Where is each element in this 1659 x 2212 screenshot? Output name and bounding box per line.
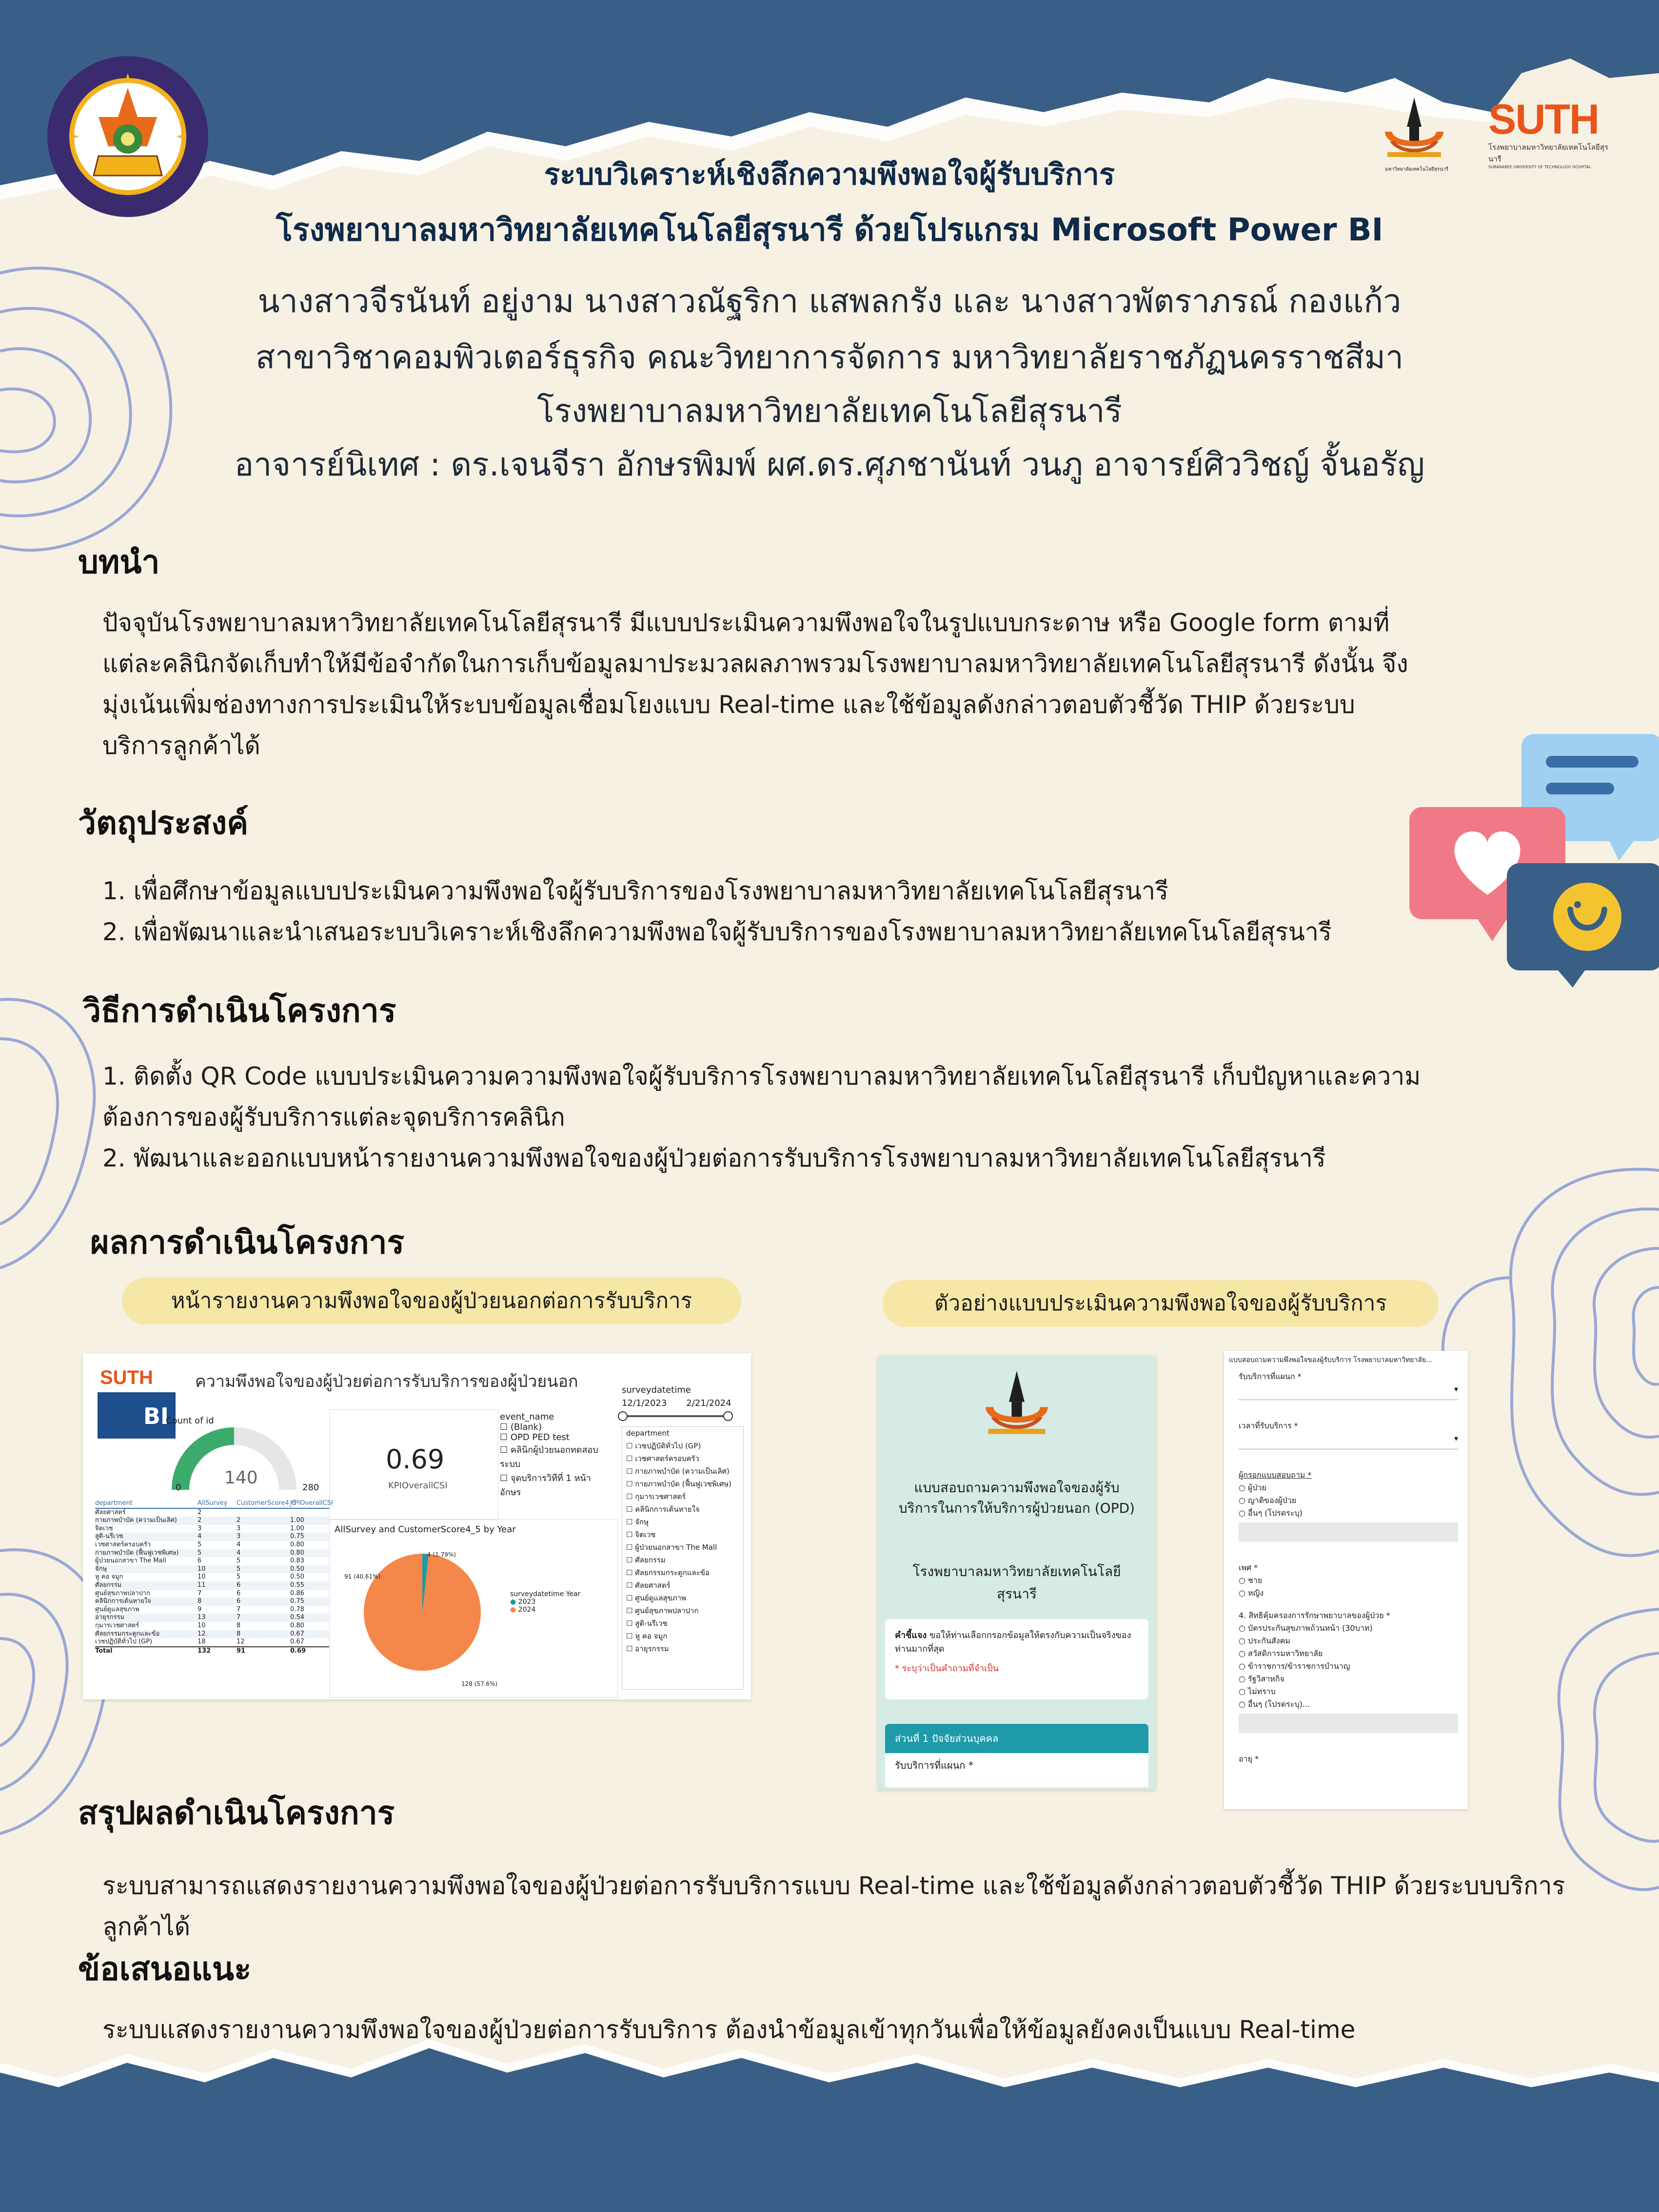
department-option[interactable]: ☐ ศัลยกรรม [626, 1556, 666, 1564]
table-cell: กายภาพบำบัด (ฟื้นฟูเวชพิเศษ) [95, 1549, 179, 1557]
date-slicer-label: surveydatetime [622, 1385, 691, 1395]
table-cell: 2 [198, 1517, 202, 1524]
gauge-value: 140 [224, 1468, 258, 1488]
table-cell: 4 [198, 1533, 202, 1540]
authors: นางสาวจีรนันท์ อยู่งาม นางสาวณัฐริกา แสพลกรัง และ นางสาวพัตราภรณ์ กองแก้ว [257, 282, 1402, 320]
table-row [95, 1630, 329, 1639]
form2-question: เวลาที่รับบริการ * [1239, 1421, 1298, 1430]
department-option[interactable]: ☐ ศูนย์ดูแลสุขภาพ [626, 1594, 686, 1602]
table-cell: ศัลยศาสตร์ [95, 1508, 126, 1516]
table-cell: 9 [198, 1605, 202, 1613]
department-option-label: หู คอ จมูก [635, 1632, 668, 1640]
table-cell: 5 [237, 1557, 241, 1565]
form2-header: แบบสอบถามความพึงพอใจของผู้รับบริการ โรงพยาบาลมหาวิทยาลัย... [1229, 1356, 1433, 1364]
table-cell: คลินิกการเต้นหายใจ [95, 1598, 151, 1605]
table-cell [237, 1509, 290, 1517]
table-cell: เวชศาสตร์ครอบครัว [95, 1540, 151, 1548]
table-cell: 0.80 [290, 1621, 304, 1629]
date-slider-handle-right[interactable] [723, 1411, 733, 1421]
department-option-label: คลินิกการเต้นหายใจ [635, 1505, 700, 1514]
table-cell: กุมารเวชศาสตร์ [95, 1621, 139, 1629]
form2-radio-option[interactable]: ○ ประกันสังคม [1239, 1636, 1290, 1645]
pie-legend-label: 2023 [518, 1598, 536, 1606]
form1-required-note: * ระบุว่าเป็นคำถามที่จำเป็น [895, 1663, 999, 1674]
table-header-cell: KPIOverallCSI [290, 1500, 333, 1507]
form2-radio-option[interactable]: ○ อื่นๆ (โปรดระบุ)... [1239, 1699, 1310, 1709]
form2-question: รับบริการที่แผนก * [1239, 1372, 1302, 1381]
sut-emblem-caption: มหาวิทยาลัยเทคโนโลยีสุรนารี [1384, 167, 1449, 172]
event-filter-label: event_name [500, 1412, 554, 1422]
form2-body [1239, 1370, 1458, 1765]
department-slicer[interactable] [622, 1426, 744, 1690]
form1-section-header: ส่วนที่ 1 ปัจจัยส่วนบุคคล [885, 1724, 1148, 1753]
event-option-label: OPD PED test [510, 1432, 570, 1442]
table-cell: 7 [237, 1614, 241, 1621]
event-option-label: จุดบริการวิทีที่ 1 หน้าอักษร [500, 1473, 591, 1498]
form2-option-label: ผู้ป่วย [1248, 1483, 1266, 1492]
department-option-label: กุมารเวชศาสตร์ [635, 1492, 686, 1501]
suggestion-heading: ข้อเสนอแนะ [78, 1950, 252, 1988]
department-option[interactable]: ☐ จิตเวช [626, 1530, 656, 1539]
form2-radio-option[interactable]: ○ รัฐวิสาหกิจ [1239, 1674, 1284, 1683]
form2-option-label: บัตรประกันสุขภาพถ้วนหน้า (30บาท) [1248, 1623, 1373, 1633]
powerbi-badge [98, 1392, 176, 1439]
suggestion-text: ระบบแสดงรายงานความพึงพอใจของผู้ป่วยต่อการรับบริการ ต้องนำข้อมูลเข้าทุกวันเพื่อให้ข้อมูลยังคงเป็นแบบ Real-time [102, 2015, 1356, 2044]
department-option[interactable]: ☐ อายุรกรรม [626, 1644, 669, 1653]
form2-option-label: ชาย [1248, 1576, 1263, 1585]
smiley-icon [1507, 863, 1659, 988]
form2-option-label: ข้าราชการ/ข้าราชการบำนาญ [1248, 1661, 1350, 1671]
powerbi-bi-label: BI [143, 1403, 169, 1429]
dashboard-suth-text: SUTH [100, 1367, 153, 1388]
date-slicer[interactable] [622, 1385, 739, 1417]
table-row [95, 1549, 329, 1558]
form2-select[interactable]: ▾ [1239, 1432, 1458, 1449]
department-option-label: ศัลยกรรม [635, 1556, 666, 1564]
table-cell: 3 [237, 1524, 241, 1532]
event-option[interactable]: ☐ (Blank) [500, 1422, 542, 1432]
suth-logo-sub: SURANAREE UNIVERSITY OF TECHNOLOGY HOSPITAL [1488, 165, 1592, 169]
table-cell: 4 [237, 1549, 241, 1557]
department-option[interactable]: ☐ หู คอ จมูก [626, 1632, 668, 1640]
department-slicer-label: department [626, 1429, 670, 1438]
table-cell: 0.78 [290, 1605, 304, 1613]
form2-option-label: รัฐวิสาหกิจ [1248, 1674, 1284, 1683]
table-cell: ศูนย์สุขภาพปลาปาก [95, 1589, 150, 1597]
pie-label-small: 4 (1.79%) [427, 1551, 456, 1558]
table-cell: 5 [198, 1540, 202, 1548]
department-option[interactable]: ☐ ผู้ป่วยนอกสาขา The Mall [626, 1543, 717, 1552]
table-cell: 12 [237, 1638, 245, 1646]
table-cell: 8 [237, 1621, 241, 1629]
form1-title: แบบสอบถามความพึงพอใจของผู้รับบริการในการให้บริการผู้ป่วยนอก (OPD) [898, 1480, 1135, 1516]
department-option-label: ผู้ป่วยนอกสาขา The Mall [635, 1543, 717, 1552]
table-row [95, 1581, 329, 1590]
form2-radio-option[interactable]: ○ สวัสดิการมหาวิทยาลัย [1239, 1649, 1323, 1658]
intro-line: บริการลูกค้าได้ [102, 731, 260, 760]
objectives-list [102, 870, 1443, 952]
method-line: ต้องการของผู้รับบริการแต่ละจุดบริการคลินิก [102, 1103, 565, 1131]
event-option[interactable]: ☐ จุดบริการวิทีที่ 1 หน้าอักษร [500, 1473, 591, 1498]
table-cell: 3 [198, 1524, 202, 1532]
event-option-label: (Blank) [510, 1422, 542, 1432]
powerbi-dashboard [83, 1353, 751, 1699]
department-option[interactable]: ☐ ศูนย์สุขภาพปลาปาก [626, 1606, 699, 1615]
gauge-max: 280 [302, 1482, 319, 1493]
form2-option-label: ไม่ทราบ [1248, 1687, 1276, 1696]
table-cell: ศูนย์ดูแลสุขภาพ [95, 1605, 139, 1613]
kpi-card [329, 1409, 498, 1520]
date-slider-track[interactable] [622, 1415, 729, 1417]
objective-item: 2. เพื่อพัฒนาและนำเสนอระบบวิเคราะห์เชิงลึกความพึงพอใจผู้รับบริการของโรงพยาบาลมหาวิทยาลัยเทคโนโลยีสุรนารี [102, 918, 1332, 946]
form1-instruction-text: ขอให้ท่านเลือกกรอกข้อมูลให้ตรงกับความเป็นจริงของท่านมากที่สุด [895, 1630, 1131, 1654]
department-option[interactable]: ☐ ศัลยกรรมกระดูกและข้อ [626, 1568, 710, 1577]
form2-option-label: ญาติของผู้ป่วย [1248, 1496, 1297, 1505]
survey-form-questions [1224, 1351, 1468, 1809]
table-cell: สูติ-นรีเวช [95, 1533, 123, 1540]
table-cell: เวชปฏิบัติทั่วไป (GP) [95, 1638, 153, 1646]
table-total-row [95, 1646, 329, 1656]
department-options [626, 1440, 743, 1655]
pie-legend-title: surveydatetime Year [510, 1590, 581, 1598]
suth-logo-text: SUTH [1488, 96, 1599, 143]
form2-text-input[interactable] [1239, 1714, 1458, 1733]
form-sut-emblem [975, 1358, 1058, 1451]
department-option-label: กายภาพบำบัด (ฟื้นฟูเวชพิเศษ) [635, 1480, 732, 1488]
table-header-cell: AllSurvey [198, 1500, 228, 1507]
form2-radio-option[interactable]: ○ ผู้ป่วย [1239, 1483, 1266, 1492]
department-option-label: เวชปฏิบัติทั่วไป (GP) [635, 1442, 701, 1450]
form1-hospital: โรงพยาบาลมหาวิทยาลัยเทคโนโลยีสุรนารี [912, 1563, 1121, 1602]
department-option-label: สูติ-นรีเวช [635, 1619, 668, 1628]
table-cell: 10 [198, 1565, 206, 1573]
table-cell: ศัลยกรรม [95, 1581, 122, 1589]
table-cell: ผู้ป่วยนอกสาขา The Mall [95, 1557, 166, 1565]
form1-question: รับบริการที่แผนก * [885, 1753, 1148, 1787]
department-option[interactable]: ☐ กายภาพบำบัด (ความเป็นเลิศ) [626, 1467, 730, 1476]
method-line: 1. ติดตั้ง QR Code แบบประเมินความความพึงพอใจผู้รับบริการโรงพยาบาลมหาวิทยาลัยเทคโนโลยีสุรนารี เก็บปัญหาและความ [102, 1062, 1421, 1090]
table-cell: 1.00 [290, 1524, 304, 1532]
table-header [95, 1500, 333, 1509]
table-body [95, 1509, 329, 1646]
advisors: อาจารย์นิเทศ : ดร.เจนจีรา อักษรพิมพ์ ผศ.ดร.ศุภชานันท์ วนภู อาจารย์ศิววิชญ์ จั้นอรัญ [234, 446, 1425, 483]
form2-question: ผู้กรอกแบบสอบถาม * [1239, 1470, 1312, 1480]
table-row [95, 1638, 329, 1646]
table-cell: 0.67 [290, 1630, 304, 1638]
date-slider-handle-left[interactable] [618, 1411, 628, 1421]
department-option-label: ศูนย์สุขภาพปลาปาก [635, 1606, 699, 1615]
department-option[interactable]: ☐ จักษุ [626, 1518, 649, 1526]
dashboard-title: ความพึงพอใจของผู้ป่วยต่อการรับบริการของผู้ป่วยนอก [195, 1372, 578, 1391]
intro-line: มุ่งเน้นเพิ่มช่องทางการประเมินให้ระบบข้อมูลเชื่อมโยงแบบ Real-time และใช้ข้อมูลดังกล่าวตอบตัวชี้วัด THIP ด้วยระบบ [102, 691, 1355, 719]
form2-question: 4. สิทธิคุ้มครองการรักษาพยาบาลของผู้ป่วย * [1239, 1611, 1390, 1620]
form2-radio-option[interactable]: ○ ข้าราชการ/ข้าราชการบำนาญ [1239, 1661, 1350, 1671]
form1-instruction-label: คำชี้แจง [895, 1630, 927, 1640]
kpi-value: 0.69 [386, 1444, 445, 1475]
table-cell: 8 [198, 1598, 202, 1605]
table-cell: 2 [237, 1517, 241, 1524]
event-option-label: คลินิกผู้ป่วยนอกทดสอบระบบ [500, 1445, 598, 1469]
form2-option-label: ประกันสังคม [1248, 1636, 1290, 1645]
date-to[interactable]: 2/21/2024 [686, 1398, 731, 1408]
table-cell: ศัลยกรรมกระดูกและข้อ [95, 1630, 160, 1638]
table-cell: 5 [237, 1565, 241, 1573]
date-from[interactable]: 12/1/2023 [622, 1398, 667, 1408]
table-cell: 0.75 [290, 1533, 304, 1540]
table-cell: กายภาพบำบัด (ความเป็นเลิศ) [95, 1517, 177, 1524]
table-cell [290, 1509, 329, 1517]
department-option-label: ศัลยกรรมกระดูกและข้อ [635, 1568, 710, 1577]
table-total-cell: Total [95, 1647, 113, 1655]
table-cell: 10 [198, 1621, 206, 1629]
table-row [95, 1565, 329, 1574]
department-option-label: ศูนย์ดูแลสุขภาพ [635, 1594, 686, 1602]
table-row [95, 1525, 329, 1533]
suth-logo-caption: โรงพยาบาลมหาวิทยาลัยเทคโนโลยีสุรนารี [1488, 143, 1608, 163]
objectives-heading: วัตถุประสงค์ [78, 804, 249, 842]
dashboard-caption-pill: หน้ารายงานความพึงพอใจของผู้ป่วยนอกต่อการรับบริการ [122, 1278, 741, 1324]
methods-heading: วิธีการดำเนินโครงการ [83, 992, 396, 1029]
table-row [95, 1533, 329, 1541]
table-cell: อายุรกรรม [95, 1614, 125, 1621]
table-header-cell: CustomerScore4_5 [237, 1500, 296, 1507]
table-cell: หู คอ จมูก [95, 1573, 123, 1581]
form2-radio-option[interactable]: ○ ไม่ทราบ [1239, 1687, 1276, 1696]
table-row [95, 1598, 329, 1606]
objective-item: 1. เพื่อศึกษาข้อมูลแบบประเมินความพึงพอใจผู้รับบริการของโรงพยาบาลมหาวิทยาลัยเทคโนโลยีสุรนารี [102, 877, 1168, 905]
gauge-label: Count of id [166, 1416, 214, 1426]
table-row [95, 1622, 329, 1630]
table-cell: 0.55 [290, 1581, 304, 1589]
intro-paragraph [102, 602, 1478, 766]
survey-form-cover [878, 1356, 1156, 1790]
table-cell: 0.75 [290, 1598, 304, 1605]
table-cell: 6 [198, 1557, 202, 1565]
table-cell: 10 [198, 1573, 206, 1581]
intro-line: แต่ละคลินิกจัดเก็บทำให้มีข้อจำกัดในการเก็บข้อมูลมาประมวลผลภาพรวมโรงพยาบาลมหาวิทยาลัยเทคโนโลยีสุรนารี ดังนั้น จึง [102, 650, 1408, 678]
pie-chart [359, 1549, 486, 1676]
table-cell: 0.50 [290, 1565, 304, 1573]
table-row [95, 1517, 329, 1525]
table-row [95, 1541, 329, 1549]
table-cell: 11 [198, 1581, 206, 1589]
table-total-cell: 91 [237, 1647, 246, 1655]
department-option-label: จักษุ [635, 1518, 649, 1526]
form2-question: อายุ * [1239, 1754, 1259, 1763]
form2-select[interactable]: ▾ [1239, 1383, 1458, 1400]
results-heading: ผลการดำเนินโครงการ [90, 1224, 405, 1261]
table-header-cell: department [95, 1500, 133, 1507]
form2-question: เพศ * [1239, 1563, 1258, 1572]
chat-bubbles-icon [1409, 734, 1659, 988]
department-option[interactable]: ☐ เวชปฏิบัติทั่วไป (GP) [626, 1442, 701, 1450]
methods-list [102, 1056, 1517, 1179]
table-cell: จิตเวช [95, 1524, 113, 1532]
department-table [95, 1500, 333, 1655]
pie-legend-item: ● 2024 [510, 1606, 536, 1614]
department-option[interactable]: ☐ เวชศาสตร์ครอบครัว [626, 1454, 699, 1463]
department-option-label: เวชศาสตร์ครอบครัว [635, 1454, 699, 1463]
department: สาขาวิชาคอมพิวเตอร์ธุรกิจ คณะวิทยาการจัดการ มหาวิทยาลัยราชภัฏนครราชสีมา [255, 338, 1404, 376]
intro-line: ปัจจุบันโรงพยาบาลมหาวิทยาลัยเทคโนโลยีสุรนารี มีแบบประเมินความพึงพอใจในรูปแบบกระดาษ หรือ Google form ตามที่ [102, 609, 1390, 637]
department-option[interactable]: ☐ คลินิกการเต้นหายใจ [626, 1505, 700, 1514]
form2-option-label: สวัสดิการมหาวิทยาลัย [1248, 1649, 1323, 1658]
table-cell: 0.80 [290, 1549, 304, 1557]
table-cell: 5 [198, 1549, 202, 1557]
suth-logo [1488, 96, 1615, 169]
form2-option-label: อื่นๆ (โปรดระบุ) [1248, 1508, 1303, 1518]
pie-label-left: 91 (40.61%) [344, 1573, 381, 1580]
poster-title-line1: ระบบวิเคราะห์เชิงลึกความพึงพอใจผู้รับบริการ [544, 158, 1115, 192]
form2-option-label: อื่นๆ (โปรดระบุ)... [1248, 1699, 1310, 1709]
intro-heading: บทนำ [78, 543, 160, 581]
table-cell: 5 [237, 1573, 241, 1581]
form-caption-pill: ตัวอย่างแบบประเมินความพึงพอใจของผู้รับบริการ [883, 1280, 1439, 1327]
kpi-label: KPIOverallCSI [388, 1481, 448, 1491]
event-filter[interactable] [500, 1412, 602, 1499]
pie-legend-item: ● 2023 [510, 1598, 536, 1606]
table-total-cell: 132 [198, 1647, 211, 1655]
table-row [95, 1557, 329, 1565]
form2-radio-option[interactable]: ○ ญาติของผู้ป่วย [1239, 1496, 1297, 1505]
table-row [95, 1590, 329, 1598]
form1-instruction-card [885, 1619, 1148, 1699]
department-option-label: อายุรกรรม [635, 1644, 669, 1653]
table-cell: 8 [237, 1630, 241, 1638]
event-option[interactable]: ☐ OPD PED test [500, 1432, 570, 1442]
table-cell: 6 [237, 1589, 241, 1597]
table-total-cell: 0.69 [290, 1647, 306, 1655]
pie-label-big: 128 (57.6%) [461, 1680, 498, 1687]
table-cell: 12 [198, 1630, 206, 1638]
hospital-name: โรงพยาบาลมหาวิทยาลัยเทคโนโลยีสุรนารี [537, 392, 1122, 430]
table-row [95, 1614, 329, 1622]
pie-title: AllSurvey and CustomerScore4_5 by Year [335, 1524, 516, 1535]
event-option[interactable]: ☐ คลินิกผู้ป่วยนอกทดสอบระบบ [500, 1445, 598, 1469]
table-cell: จักษุ [95, 1565, 107, 1573]
table-cell: 6 [237, 1598, 241, 1605]
form2-radio-option[interactable]: ○ อื่นๆ (โปรดระบุ) [1239, 1508, 1303, 1518]
table-cell: 0.86 [290, 1589, 304, 1597]
table-cell: 4 [237, 1540, 241, 1548]
department-option-label: ศัลยศาสตร์ [635, 1581, 671, 1590]
summary-text: ระบบสามารถแสดงรายงานความพึงพอใจของผู้ป่วยต่อการรับบริการแบบ Real-time และใช้ข้อมูลดังกล่าวตอบตัวชี้วัด THIP ด้วยระบบบริการลูกค้าได้ [102, 1872, 1565, 1941]
method-line: 2. พัฒนาและออกแบบหน้ารายงานความพึงพอใจของผู้ป่วยต่อการรับบริการโรงพยาบาลมหาวิทยาลัยเทคโนโลยีสุรนารี [102, 1144, 1326, 1172]
table-cell: 0.83 [290, 1557, 304, 1565]
department-option-label: กายภาพบำบัด (ความเป็นเลิศ) [635, 1467, 730, 1476]
pie-chart-panel [329, 1519, 618, 1698]
summary-heading: สรุปผลดำเนินโครงการ [78, 1794, 395, 1832]
pie-legend-label: 2024 [518, 1606, 536, 1614]
table-cell: 6 [237, 1581, 241, 1589]
gauge-min: 0 [176, 1482, 181, 1493]
table-cell: 0.50 [290, 1573, 304, 1581]
table-row [95, 1573, 329, 1581]
form2-radio-option[interactable]: ○ หญิง [1239, 1588, 1264, 1598]
table-cell: 3 [237, 1533, 241, 1540]
table-cell: 7 [198, 1589, 202, 1597]
department-option-label: จิตเวช [635, 1530, 656, 1539]
table-cell: 0.54 [290, 1614, 304, 1621]
department-option[interactable]: ☐ ศัลยศาสตร์ [626, 1581, 671, 1590]
pie-legend [510, 1590, 580, 1614]
department-option[interactable]: ☐ กุมารเวชศาสตร์ [626, 1492, 686, 1501]
table-row [95, 1606, 329, 1614]
table-cell: 1.00 [290, 1517, 304, 1524]
table-cell: 2 [198, 1508, 202, 1516]
table-row [95, 1509, 329, 1517]
form2-text-input[interactable] [1239, 1522, 1458, 1542]
form2-radio-option[interactable]: ○ ชาย [1239, 1576, 1263, 1585]
table-cell: 7 [237, 1605, 241, 1613]
poster-title-line2: โรงพยาบาลมหาวิทยาลัยเทคโนโลยีสุรนารี ด้วยโปรแกรม Microsoft Power BI [276, 212, 1383, 248]
form2-option-label: หญิง [1248, 1588, 1264, 1598]
table-cell: 13 [198, 1614, 206, 1621]
table-cell: 0.80 [290, 1540, 304, 1548]
table-cell: 0.67 [290, 1638, 304, 1646]
form2-radio-option[interactable]: ○ บัตรประกันสุขภาพถ้วนหน้า (30บาท) [1239, 1623, 1373, 1633]
department-option[interactable]: ☐ กายภาพบำบัด (ฟื้นฟูเวชพิเศษ) [626, 1480, 732, 1488]
table-cell: 18 [198, 1638, 206, 1646]
department-option[interactable]: ☐ สูติ-นรีเวช [626, 1619, 668, 1628]
